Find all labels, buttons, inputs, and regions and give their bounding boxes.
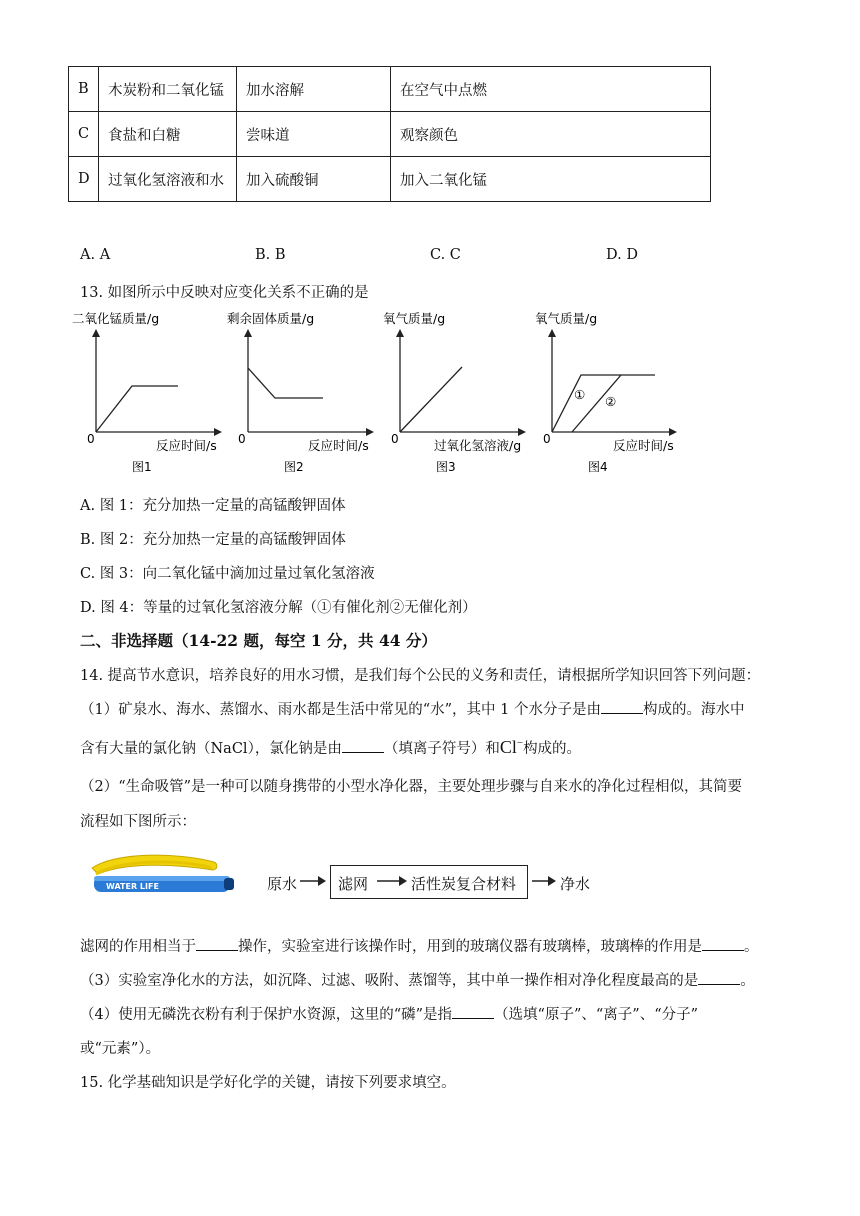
graph-1-caption: 图1 <box>132 460 152 474</box>
q14-part2-line3 <box>80 935 759 956</box>
graph-4-xlabel: 反应时间/s <box>613 438 674 453</box>
q14-part2-line1: （2）“生命吸管”是一种可以随身携带的小型水净化器，主要处理步骤与自来水的净化过程相似，其简要 <box>80 779 743 795</box>
row-items: 木炭粉和二氧化锰 <box>99 67 237 112</box>
text: （1）矿泉水、海水、蒸馏水、雨水都是生活中常见的“水”，其中 1 个水分子是由 <box>80 702 601 718</box>
graph-1-ylabel: 二氧化锰质量/g <box>72 311 160 326</box>
arrow-right-icon <box>298 874 328 888</box>
graph-2-caption: 图2 <box>284 460 304 474</box>
graph-4-label-2: ② <box>605 394 617 409</box>
text: 含有大量的氯化钠（NaCl），氯化钠是由 <box>80 741 342 757</box>
row-items: 过氧化氢溶液和水 <box>99 157 237 202</box>
q14-stem: 14. 提高节水意识，培养良好的用水习惯，是我们每个公民的义务和责任，请根据所学知识回答下列问题： <box>80 668 761 684</box>
q14-part1-line2 <box>80 737 581 758</box>
text: 滤网的作用相当于 <box>80 939 196 955</box>
graph-1-xlabel: 反应时间/s <box>156 438 217 453</box>
graph-3 <box>383 311 524 474</box>
text: （填离子符号）和 <box>383 741 500 757</box>
row-label: B <box>69 67 99 112</box>
options-table <box>68 66 711 202</box>
arrow-right-icon <box>375 874 409 888</box>
straw-brand-text: WATER LIFE <box>106 882 159 891</box>
ion-charge: − <box>516 737 524 749</box>
flow-start: 原水 <box>267 875 298 893</box>
graph-2-xlabel: 反应时间/s <box>308 438 369 453</box>
graph-2-curve <box>248 368 323 398</box>
graph-4-ylabel: 氧气质量/g <box>535 311 598 326</box>
ion-symbol: Cl <box>499 737 517 757</box>
graph-4-label-1: ① <box>574 387 586 402</box>
q14-part3 <box>80 969 755 990</box>
graph-1-curve <box>96 386 178 432</box>
row-label: D <box>69 157 99 202</box>
q14-part1-line1 <box>80 698 745 719</box>
graph-3-origin: 0 <box>391 432 399 446</box>
q13-stem: 13. 如图所示中反映对应变化关系不正确的是 <box>80 285 369 301</box>
graph-2 <box>227 311 372 474</box>
text: 。 <box>740 973 755 989</box>
graph-1-origin: 0 <box>87 432 95 446</box>
q13-option-b[interactable]: B. 图 2：充分加热一定量的高锰酸钾固体 <box>80 532 346 548</box>
answer-blank[interactable] <box>601 699 643 714</box>
text: （3）实验室净化水的方法，如沉降、过滤、吸附、蒸馏等，其中单一操作相对净化程度最高的是 <box>80 973 699 989</box>
graph-2-ylabel: 剩余固体质量/g <box>227 311 315 326</box>
text: 。 <box>744 939 759 955</box>
chloride-ion <box>500 737 523 757</box>
row-label: C <box>69 112 99 157</box>
choice-c[interactable]: C. C <box>430 247 461 263</box>
graph-4 <box>535 311 675 474</box>
graph-4-origin: 0 <box>543 432 551 446</box>
life-straw-image <box>86 854 240 900</box>
section-2-header: 二、非选择题（14-22 题，每空 1 分，共 44 分） <box>80 631 437 650</box>
flow-step2: 活性炭复合材料 <box>411 875 517 893</box>
q14-part4-line1 <box>80 1003 698 1024</box>
row-method2: 在空气中点燃 <box>391 67 711 112</box>
graph-1 <box>72 311 220 474</box>
row-method2: 观察颜色 <box>391 112 711 157</box>
choice-b[interactable]: B. B <box>255 247 286 263</box>
text: （4）使用无磷洗衣粉有利于保护水资源，这里的“磷”是指 <box>80 1007 453 1023</box>
answer-blank[interactable] <box>342 738 384 753</box>
choice-a[interactable]: A. A <box>80 247 111 263</box>
q15-stem: 15. 化学基础知识是学好化学的关键，请按下列要求填空。 <box>80 1075 456 1091</box>
q14-part4-line2: 或“元素”）。 <box>80 1041 161 1057</box>
table-row <box>69 67 711 112</box>
text: 操作，实验室进行该操作时，用到的玻璃仪器有玻璃棒，玻璃棒的作用是 <box>238 939 702 955</box>
q13-option-d[interactable]: D. 图 4：等量的过氧化氢溶液分解（①有催化剂②无催化剂） <box>80 600 477 616</box>
graph-2-origin: 0 <box>238 432 246 446</box>
answer-blank[interactable] <box>702 936 744 951</box>
graph-3-xlabel: 过氧化氢溶液/g <box>434 438 522 453</box>
graph-4-curve-1 <box>552 375 655 432</box>
answer-blank[interactable] <box>196 936 238 951</box>
row-method1: 尝味道 <box>237 112 391 157</box>
q13-option-c[interactable]: C. 图 3：向二氧化锰中滴加过量过氧化氢溶液 <box>80 566 375 582</box>
q13-option-a[interactable]: A. 图 1：充分加热一定量的高锰酸钾固体 <box>80 498 346 514</box>
row-method1: 加入硫酸铜 <box>237 157 391 202</box>
choice-d[interactable]: D. D <box>606 247 638 263</box>
table-row <box>69 157 711 202</box>
text: 构成的。海水中 <box>643 702 745 718</box>
row-items: 食盐和白糖 <box>99 112 237 157</box>
q14-part2-line2: 流程如下图所示： <box>80 814 196 830</box>
answer-blank[interactable] <box>698 970 740 985</box>
arrow-right-icon <box>530 874 558 888</box>
graph-4-caption: 图4 <box>588 460 608 474</box>
row-method2: 加入二氧化锰 <box>391 157 711 202</box>
graph-3-ylabel: 氧气质量/g <box>383 311 446 326</box>
graph-3-curve <box>400 367 462 432</box>
q13-graphs <box>70 305 690 480</box>
row-method1: 加水溶解 <box>237 67 391 112</box>
table-row <box>69 112 711 157</box>
text: （选填“原子”、“离子”、“分子” <box>494 1007 699 1023</box>
flow-end: 净水 <box>560 875 591 893</box>
flow-step1: 滤网 <box>338 875 369 893</box>
graph-3-caption: 图3 <box>436 460 456 474</box>
text: 构成的。 <box>523 741 582 757</box>
answer-blank[interactable] <box>452 1004 494 1019</box>
